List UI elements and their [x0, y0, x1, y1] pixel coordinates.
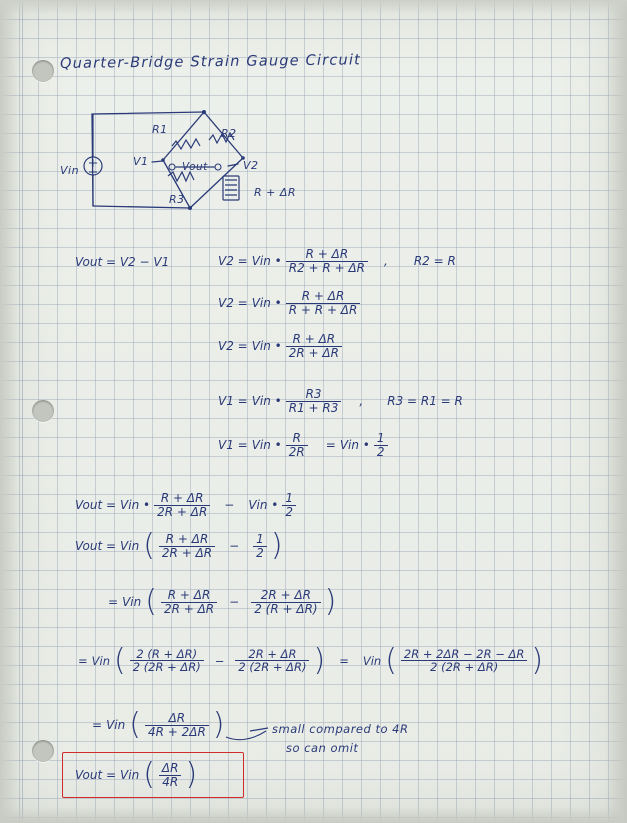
- equation-text: Vout = V2 − V1: [75, 255, 170, 269]
- eq-equals: =: [325, 438, 336, 453]
- fraction-denominator: 2R + ΔR: [159, 546, 215, 560]
- fraction: [159, 762, 182, 788]
- fraction-numerator: R + ΔR: [301, 289, 345, 303]
- eq-factor: Vin •: [251, 296, 282, 311]
- paren-close: ): [185, 757, 198, 793]
- eq-factor: Vin •: [251, 254, 282, 269]
- fraction-denominator: 2 (2R + ΔR): [401, 660, 528, 673]
- fraction-numerator: R + ΔR: [165, 532, 209, 546]
- fraction-numerator: R + ΔR: [305, 247, 349, 261]
- label-vin: Vin: [60, 164, 80, 177]
- eq-tail: ,: [384, 254, 388, 269]
- label-node-v1: V1: [133, 155, 149, 168]
- eq-lhs: =: [78, 653, 88, 668]
- fraction-numerator: ΔR: [168, 711, 186, 725]
- eq-lhs: Vout =: [75, 539, 117, 554]
- eq-factor: Vin: [122, 595, 142, 610]
- eq-operator: −: [224, 498, 235, 513]
- fraction-numerator: 2R + ΔR: [248, 647, 297, 661]
- eq-lhs: V2 =: [218, 254, 248, 269]
- eq-factor: Vin: [120, 768, 140, 783]
- fraction-numerator: 1: [256, 532, 264, 546]
- eq-factor2: Vin •: [339, 438, 370, 453]
- fraction-denominator: 2: [282, 505, 296, 519]
- eq-operator: −: [229, 539, 240, 554]
- fraction-numerator: R + ΔR: [292, 332, 336, 346]
- eq-lhs: Vout =: [75, 768, 117, 783]
- equation-final-result: [75, 757, 198, 793]
- eq-factor: Vin: [91, 653, 110, 668]
- eq-factor2: Vin •: [248, 498, 279, 513]
- fraction-denominator: 2 (R + ΔR): [251, 602, 320, 616]
- eq-lhs: V2 =: [218, 296, 248, 311]
- page-title: Quarter-Bridge Strain Gauge Circuit: [60, 52, 362, 72]
- fraction-denominator: 2: [253, 546, 267, 560]
- fraction-numerator: 1: [376, 431, 385, 445]
- eq-lhs: V1 =: [218, 438, 248, 453]
- fraction-numerator: 2 (R + ΔR): [136, 647, 198, 661]
- fraction-numerator: 2R + 2ΔR − 2R − ΔR: [403, 647, 525, 661]
- fraction-denominator: 2R + ΔR: [154, 505, 210, 519]
- paren-close: ): [212, 707, 225, 743]
- paren-close: ): [324, 584, 337, 620]
- fraction-numerator: R + ΔR: [160, 491, 204, 505]
- eq-lhs: =: [108, 595, 119, 610]
- paren-open: (: [114, 642, 126, 678]
- eq-condition: R3 = R1 = R: [387, 394, 463, 409]
- eq-equals: =: [339, 653, 349, 668]
- fraction-denominator: 2 (2R + ΔR): [130, 660, 204, 673]
- fraction-denominator: R1 + R3: [286, 401, 342, 415]
- eq-lhs: =: [92, 718, 103, 733]
- fraction-denominator: 2R + ΔR: [286, 346, 342, 360]
- eq-lhs: Vout =: [75, 498, 117, 513]
- paren-close: ): [313, 642, 326, 678]
- fraction-numerator: R + ΔR: [167, 588, 211, 602]
- paren-open: (: [145, 584, 157, 620]
- label-vout: Vout: [182, 161, 208, 173]
- eq-lhs: V1 =: [218, 394, 248, 409]
- eq-factor2: Vin: [362, 653, 382, 668]
- annotation-line-1: small compared to 4R: [272, 722, 409, 736]
- eq-factor: Vin: [120, 539, 140, 554]
- eq-operator: −: [229, 595, 240, 610]
- eq-tail: ,: [359, 394, 364, 409]
- label-strain-gauge: R + ΔR: [254, 186, 297, 199]
- paren-open: (: [143, 757, 155, 793]
- paren-close: ): [270, 528, 283, 564]
- fraction-denominator: 2 (2R + ΔR): [235, 660, 309, 673]
- eq-factor: Vin •: [120, 498, 151, 513]
- fraction-denominator: 2R: [286, 445, 308, 459]
- paren-close: ): [531, 642, 544, 678]
- label-node-v2: V2: [243, 159, 259, 172]
- eq-condition: R2 = R: [413, 254, 456, 269]
- annotation-line-2: so can omit: [286, 741, 359, 755]
- paren-open: (: [143, 528, 155, 564]
- fraction-numerator: R: [292, 431, 301, 445]
- label-r1: R1: [152, 123, 168, 136]
- eq-factor: Vin: [106, 718, 126, 733]
- fraction-denominator: R2 + R + ΔR: [286, 261, 368, 275]
- eq-factor: Vin •: [251, 438, 282, 453]
- fraction-denominator: 2: [374, 445, 388, 459]
- fraction-denominator: 4R: [159, 775, 182, 789]
- fraction-denominator: 4R + 2ΔR: [145, 725, 209, 739]
- fraction-numerator: 2R + ΔR: [260, 588, 311, 602]
- label-r2: R2: [221, 127, 237, 140]
- fraction-numerator: 1: [285, 491, 294, 505]
- eq-operator: −: [214, 653, 225, 668]
- fraction-denominator: R + R + ΔR: [286, 303, 361, 317]
- paren-open: (: [385, 642, 397, 678]
- label-r3: R3: [169, 193, 185, 206]
- eq-lhs: V2 =: [218, 339, 248, 354]
- fraction-numerator: ΔR: [161, 761, 179, 775]
- eq-factor: Vin •: [251, 339, 282, 354]
- paren-open: (: [129, 707, 141, 743]
- fraction-denominator: 2R + ΔR: [161, 602, 217, 616]
- eq-factor: Vin •: [251, 394, 282, 409]
- fraction-numerator: R3: [305, 387, 322, 401]
